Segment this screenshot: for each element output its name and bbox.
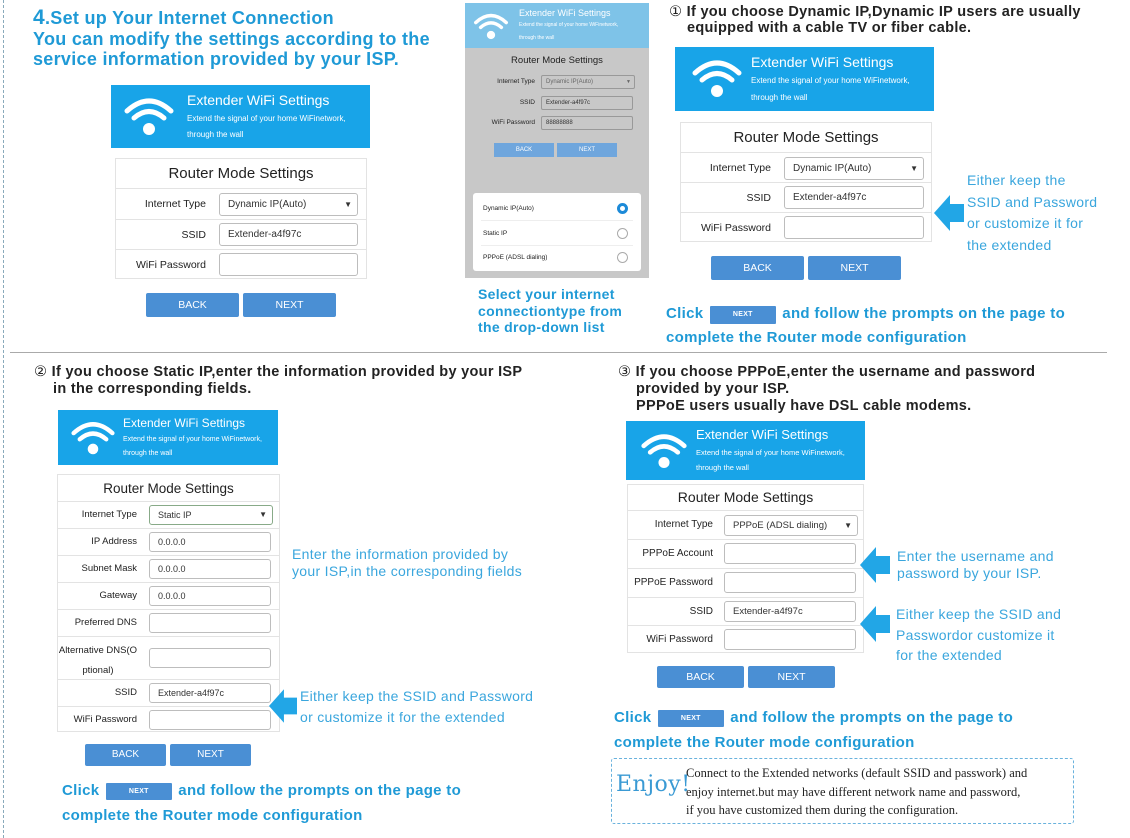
- phone-type-dropdown: [473, 193, 641, 271]
- internet-type-select[interactable]: [724, 515, 858, 536]
- banner-title: Extender WiFi Settings: [696, 427, 829, 442]
- pppoe-heading-3: PPPoE users usually have DSL cable modems.: [636, 398, 972, 414]
- wifi-password-label: WiFi Password: [646, 634, 713, 645]
- row-ip-address: [58, 528, 279, 555]
- wifi-password-label: WiFi Password: [135, 259, 206, 271]
- enjoy-line: enjoy internet.but may have different network name and password,: [686, 784, 1021, 799]
- click-post: and follow the prompts on the page to: [782, 305, 1066, 322]
- row-gateway: [58, 582, 279, 609]
- next-button[interactable]: NEXT: [808, 256, 901, 280]
- wifi-password-input[interactable]: [149, 710, 271, 730]
- static-heading-2: in the corresponding fields.: [53, 381, 252, 397]
- note-line: or customize it for: [967, 215, 1084, 231]
- banner-subtitle-2: through the wall: [123, 450, 173, 457]
- click-label: Click: [666, 305, 704, 322]
- dynamic-note: [967, 170, 1097, 256]
- wifi-icon: [123, 95, 175, 137]
- preferred-dns-input[interactable]: [149, 613, 271, 633]
- next-button-mini: NEXT: [710, 306, 776, 324]
- enjoy-word: Enjoy!: [616, 772, 691, 797]
- banner-title: Extender WiFi Settings: [123, 416, 246, 430]
- wifi-password-input[interactable]: [784, 216, 924, 239]
- chevron-down-icon: ▼: [259, 510, 267, 519]
- pppoe-password-input[interactable]: [724, 572, 856, 593]
- note-line: for the extended: [896, 647, 1002, 663]
- static-form: [57, 474, 280, 732]
- enjoy-line: if you have customized them during the configuration.: [686, 803, 959, 817]
- option-dynamic[interactable]: Dynamic IP(Auto): [483, 205, 534, 212]
- banner-title: Extender WiFi Settings: [751, 54, 894, 70]
- internet-type-label: Internet Type: [709, 162, 771, 174]
- enjoy-box: [611, 758, 1074, 824]
- phone-next-button[interactable]: NEXT: [557, 143, 617, 157]
- phone-screenshot: [465, 3, 649, 278]
- next-button[interactable]: NEXT: [748, 666, 835, 688]
- alternative-dns-label: [59, 641, 137, 681]
- internet-type-label: Internet Type: [654, 519, 713, 530]
- note-line: the extended: [967, 236, 1052, 253]
- arrow-left-icon: [269, 689, 297, 723]
- next-button[interactable]: NEXT: [243, 293, 336, 317]
- next-button-mini: NEXT: [658, 710, 724, 727]
- wifi-password-label: WiFi Password: [700, 222, 771, 234]
- row-alternative-dns: [58, 636, 279, 679]
- click-label: Click: [614, 709, 652, 726]
- wifi-password-input[interactable]: [219, 253, 358, 276]
- ssid-label: SSID: [181, 229, 206, 241]
- phone-internet-type-value: Dynamic IP(Auto): [546, 79, 594, 85]
- section-divider: [10, 352, 1107, 353]
- dynamic-heading-2: equipped with a cable TV or fiber cable.: [687, 20, 972, 36]
- static-click-instruction: [62, 781, 461, 802]
- row-internet-type: [628, 510, 863, 539]
- chevron-down-icon: ▼: [910, 164, 918, 173]
- form-title: Router Mode Settings: [168, 165, 314, 182]
- form-title: Router Mode Settings: [733, 129, 879, 146]
- note-line: your ISP,in the corresponding fields: [292, 562, 523, 579]
- banner-subtitle-1: Extend the signal of your home WiFinetwork,: [187, 114, 346, 123]
- divider: [481, 220, 633, 221]
- pppoe-click-instruction: [614, 708, 1013, 729]
- row-ssid: [681, 182, 931, 212]
- internet-type-value: PPPoE (ADSL dialing): [733, 520, 828, 531]
- arrow-left-icon: [860, 547, 890, 583]
- click-post: and follow the prompts on the page to: [178, 782, 462, 799]
- note-line: Either keep the SSID and Password: [300, 688, 534, 704]
- divider: [481, 245, 633, 246]
- row-wifi-password: [116, 249, 366, 279]
- alt-dns-line-2: ptional): [82, 665, 114, 676]
- subnet-mask-input[interactable]: 0.0.0.0: [149, 559, 271, 579]
- internet-type-select[interactable]: [784, 157, 924, 180]
- click-label: Click: [62, 782, 100, 799]
- arrow-left-icon: [934, 195, 964, 231]
- row-wifi-password: [58, 706, 279, 733]
- phone-ssid-input[interactable]: Extender-a4f97c: [541, 96, 633, 110]
- phone-banner-title: Extender WiFi Settings: [519, 8, 611, 18]
- wifi-icon: [473, 11, 509, 41]
- radio-selected-icon[interactable]: [617, 203, 628, 214]
- internet-type-select[interactable]: [149, 505, 273, 525]
- caption-line-2: connectiontype from: [478, 302, 623, 319]
- internet-type-label: Internet Type: [81, 509, 137, 520]
- row-ssid: [116, 219, 366, 249]
- next-button[interactable]: NEXT: [170, 744, 251, 766]
- chevron-down-icon: ▼: [344, 200, 352, 209]
- caption-line-3: the drop-down list: [478, 319, 605, 335]
- banner-subtitle-2: through the wall: [187, 130, 244, 139]
- section-title: .Set up Your Internet Connection: [44, 8, 334, 28]
- note-line: Enter the information provided by: [292, 546, 509, 562]
- row-pppoe-password: [628, 568, 863, 597]
- gateway-input[interactable]: 0.0.0.0: [149, 586, 271, 606]
- wifi-icon: [691, 57, 743, 99]
- ip-address-input[interactable]: 0.0.0.0: [149, 532, 271, 552]
- internet-type-label: Internet Type: [144, 198, 206, 210]
- row-internet-type: [58, 501, 279, 528]
- row-wifi-password: [628, 625, 863, 653]
- phone-caption: [478, 286, 622, 336]
- pppoe-heading: [618, 364, 1035, 380]
- step-number: 4: [33, 6, 45, 29]
- row-wifi-password: [681, 212, 931, 242]
- internet-type-value: Dynamic IP(Auto): [228, 199, 307, 210]
- form-title: Router Mode Settings: [103, 481, 234, 496]
- option-pppoe[interactable]: PPPoE (ADSL dialing): [483, 254, 548, 261]
- pppoe-note-2: [896, 604, 1061, 666]
- pppoe-note-1: [897, 548, 1054, 581]
- pppoe-account-label: PPPoE Account: [642, 548, 713, 559]
- row-preferred-dns: [58, 609, 279, 636]
- banner: [626, 421, 865, 480]
- chevron-down-icon: ▼: [844, 521, 852, 530]
- banner: [675, 47, 934, 111]
- row-ssid: [628, 597, 863, 625]
- phone-back-button[interactable]: BACK: [494, 143, 554, 157]
- circled-number: ②: [34, 364, 48, 380]
- phone-form-title: Router Mode Settings: [511, 55, 603, 66]
- phone-internet-type-label: Internet Type: [497, 78, 535, 85]
- enjoy-line: Connect to the Extended networks (default SSID and passwork) and: [686, 766, 1028, 780]
- dynamic-click-instruction: [666, 304, 1065, 326]
- ssid-input[interactable]: Extender-a4f97c: [784, 186, 924, 209]
- circled-number: ③: [618, 364, 632, 380]
- back-button[interactable]: BACK: [711, 256, 804, 280]
- preferred-dns-label: Preferred DNS: [74, 617, 137, 628]
- phone-ssid-label: SSID: [519, 99, 535, 106]
- ssid-input[interactable]: Extender-a4f97c: [149, 683, 271, 703]
- alt-dns-line-1: Alternative DNS(O: [58, 645, 137, 656]
- static-note-2: [300, 686, 533, 728]
- pppoe-heading-2: provided by your ISP.: [636, 381, 790, 397]
- row-internet-type: [116, 188, 366, 219]
- phone-banner-sub-1: Extend the signal of your home WiFinetwork,: [519, 22, 619, 28]
- phone-internet-type-select[interactable]: [541, 75, 635, 89]
- phone-banner: [465, 3, 649, 48]
- wifi-icon: [640, 431, 688, 470]
- caption-line-1: Select your internet: [478, 286, 615, 302]
- dynamic-click-line-2: complete the Router mode configuration: [666, 329, 967, 346]
- arrow-left-icon: [860, 606, 890, 642]
- section-subtitle-1: You can modify the settings according to the: [33, 29, 430, 49]
- left-dashed-border: [3, 0, 4, 838]
- radio-icon[interactable]: [617, 228, 628, 239]
- row-ssid: [58, 679, 279, 706]
- option-static[interactable]: Static IP: [483, 230, 508, 237]
- dynamic-heading: [669, 4, 1081, 20]
- next-button-mini: NEXT: [106, 783, 172, 800]
- internet-type-select[interactable]: [219, 193, 358, 216]
- router-mode-form: [115, 158, 367, 279]
- section-heading: [33, 8, 334, 28]
- note-line: SSID and Password: [967, 193, 1098, 210]
- note-line: Either keep the SSID and: [896, 606, 1062, 622]
- subnet-mask-label: Subnet Mask: [81, 563, 137, 574]
- note-line: Either keep the: [967, 172, 1066, 188]
- banner: [111, 85, 370, 148]
- back-button[interactable]: BACK: [657, 666, 744, 688]
- banner: [58, 410, 278, 465]
- internet-type-value: Dynamic IP(Auto): [793, 163, 872, 174]
- back-button[interactable]: BACK: [146, 293, 239, 317]
- wifi-password-label: WiFi Password: [73, 714, 137, 725]
- pppoe-account-input[interactable]: [724, 543, 856, 564]
- row-pppoe-account: [628, 539, 863, 568]
- chevron-down-icon: ▼: [626, 79, 631, 85]
- phone-password-label: WiFi Password: [491, 119, 535, 126]
- radio-icon[interactable]: [617, 252, 628, 263]
- pppoe-form: [627, 484, 864, 653]
- ssid-label: SSID: [114, 687, 137, 698]
- wifi-icon: [70, 419, 116, 456]
- row-internet-type: [681, 152, 931, 182]
- ssid-input[interactable]: Extender-a4f97c: [724, 601, 856, 622]
- enjoy-text: [686, 764, 1027, 820]
- static-note-1: [292, 546, 522, 579]
- click-post: and follow the prompts on the page to: [730, 709, 1014, 726]
- back-button[interactable]: BACK: [85, 744, 166, 766]
- internet-type-value: Static IP: [158, 510, 192, 520]
- router-mode-form: [680, 122, 932, 242]
- ssid-label: SSID: [689, 606, 713, 617]
- static-heading: [34, 364, 522, 380]
- note-line: password by your ISP.: [897, 564, 1042, 581]
- alternative-dns-input[interactable]: [149, 648, 271, 668]
- ssid-input[interactable]: Extender-a4f97c: [219, 223, 358, 246]
- static-click-line-2: complete the Router mode configuration: [62, 807, 363, 824]
- static-heading-1: If you choose Static IP,enter the information provided by your ISP: [51, 364, 523, 380]
- wifi-password-input[interactable]: [724, 629, 856, 650]
- ssid-label: SSID: [746, 192, 771, 204]
- banner-title: Extender WiFi Settings: [187, 92, 330, 108]
- pppoe-click-line-2: complete the Router mode configuration: [614, 734, 915, 751]
- note-line: Enter the username and: [897, 548, 1054, 564]
- banner-subtitle-1: Extend the signal of your home WiFinetwork,: [751, 76, 910, 85]
- banner-subtitle-1: Extend the signal of your home WiFinetwork,: [696, 448, 845, 457]
- ip-address-label: IP Address: [91, 536, 137, 547]
- gateway-label: Gateway: [99, 590, 137, 601]
- phone-password-input[interactable]: 88888888: [541, 116, 633, 130]
- form-title: Router Mode Settings: [677, 489, 814, 505]
- pppoe-heading-1: If you choose PPPoE,enter the username and password: [635, 364, 1036, 380]
- row-subnet-mask: [58, 555, 279, 582]
- section-subtitle-2: service information provided by your ISP.: [33, 49, 400, 69]
- circled-number: ①: [669, 4, 683, 20]
- banner-subtitle-1: Extend the signal of your home WiFinetwork,: [123, 436, 262, 443]
- note-line: or customize it for the extended: [300, 709, 505, 725]
- banner-subtitle-2: through the wall: [751, 93, 808, 102]
- note-line: Passwordor customize it: [896, 626, 1055, 643]
- banner-subtitle-2: through the wall: [696, 463, 749, 472]
- pppoe-password-label: PPPoE Password: [634, 577, 713, 588]
- phone-banner-sub-2: through the wall: [519, 35, 555, 41]
- dynamic-heading-1: If you choose Dynamic IP,Dynamic IP users are usually: [686, 4, 1081, 20]
